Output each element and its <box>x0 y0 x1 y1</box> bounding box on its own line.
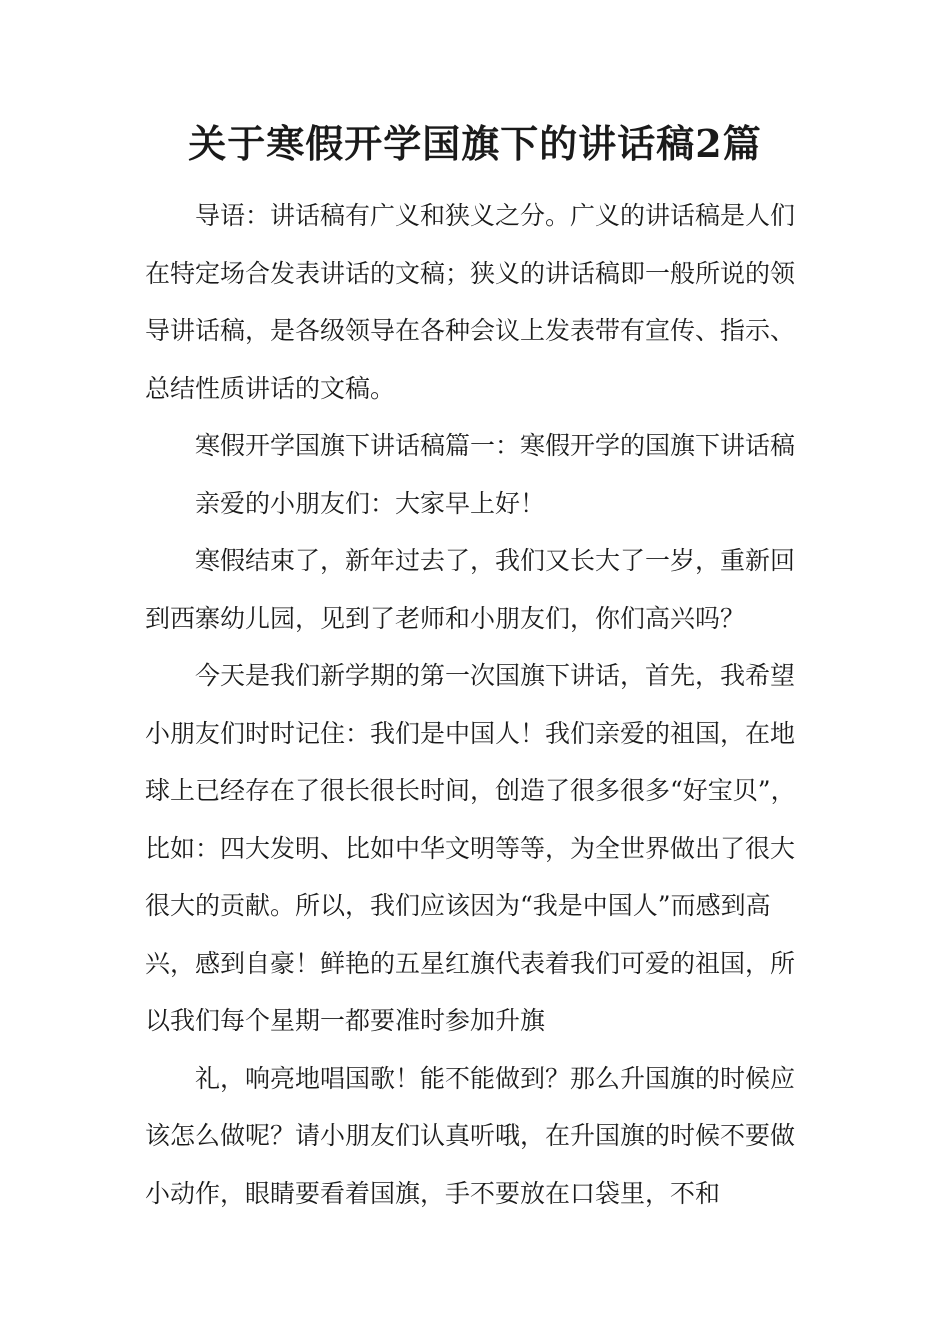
paragraph-intro: 导语：讲话稿有广义和狭义之分。广义的讲话稿是人们在特定场合发表讲话的文稿；狭义的讲话稿即一般所说的领导讲话稿，是各级领导在各种会议上发表带有宣传、指示、总结性质讲话的文稿。 <box>145 201 796 403</box>
paragraph-flag-speech: 今天是我们新学期的第一次国旗下讲话，首先，我希望小朋友们时时记住：我们是中国人！我们亲爱的祖国，在地球上已经存在了很长很长时间，创造了很多很多“好宝贝”，比如：四大发明、比如中华文明等等，为全世界做出了很大很大的贡献。所以，我们应该因为“我是中国人”而感到高兴，感到自豪！鲜艳的五星红旗代表着我们可爱的祖国，所以我们每个星期一都要准时参加升旗 <box>145 661 796 1035</box>
paragraph-heading-part1 <box>145 417 810 532</box>
paragraph-flag-ceremony: 礼，响亮地唱国歌！能不能做到？那么升国旗的时候应该怎么做呢？请小朋友们认真听哦，在升国旗的时候不要做小动作，眼睛要看着国旗，手不要放在口袋里，不和 <box>145 1063 796 1208</box>
greeting: 亲爱的小朋友们：大家早上好！ <box>195 488 546 518</box>
paragraph-vacation-end: 寒假结束了，新年过去了，我们又长大了一岁，重新回到西寨幼儿园，见到了老师和小朋友们，你们高兴吗？ <box>145 546 796 633</box>
document-body <box>145 187 810 1222</box>
section-heading: 寒假开学国旗下讲话稿篇一：寒假开学的国旗下讲话稿 <box>195 431 796 460</box>
document-title: 关于寒假开学国旗下的讲话稿2篇 <box>188 121 762 166</box>
